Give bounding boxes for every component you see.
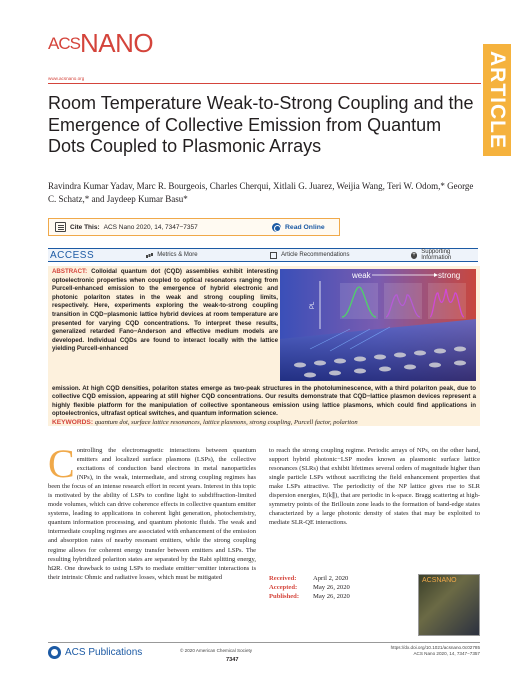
doi-link[interactable]: https://dx.doi.org/10.1021/acsnano.0c02785 — [390, 645, 480, 650]
keywords-list: quantum dot, surface lattice resonances, lattice plasmons, strong coupling, Purcell factor, polariton — [94, 419, 358, 426]
journal-url[interactable]: www.acsnano.org — [48, 76, 85, 81]
logo-name: NANO — [79, 28, 154, 58]
acs-publications-logo[interactable] — [48, 646, 142, 659]
access-label: ACCESS — [50, 249, 95, 261]
intro-paragraph-cont: to reach the strong coupling regime. Periodic arrays of NPs, on the other hand, support hybrid photonic−LSP modes known as plasmonic surface lattice resonances (SLRs) that exhibit lifetimes several orders of magnitude higher than single particle LSPs without sacrificing the field enhancement properties that make LSPs attractive. The periodicity of the NP lattice gives rise to SLR dispersion energies, E(k∥), that are periodic in k-space. Bragg scattering at high-symmetry points of the Brillouin zone leads to the formation of band-edge states characterized by a large photonic density of states that may be exploited to mediate SLR-QE interactions. — [269, 447, 480, 527]
toc-spectra — [340, 283, 466, 319]
accepted-label: Accepted: — [269, 584, 298, 592]
header-divider — [48, 83, 481, 84]
read-online-link[interactable] — [272, 218, 325, 236]
section-tab-label: ARTICLE — [486, 51, 509, 149]
received-row — [269, 574, 409, 583]
keywords-label: KEYWORDS: — [52, 419, 94, 426]
abstract-body-1: Colloidal quantum dot (CQD) assemblies exhibit interesting optoelectronic properties when coupled to optical resonators ranging from Purcell-enhanced emission to the emergence of hybrid electronic and photonic polariton states in the weak and strong coupling limits, respectively. Here, experiments exploring the weak-to-strong coupling transition in CQD−plasmonic lattice hybrid devices at room temperature are presented for varying CQD concentrations. To interpret these results, generalized retarded Fano−Anderson and effective medium models are developed. Individual CQDs are found to interact locally with the lattice yielding Purcell-enhanced — [52, 268, 278, 353]
metrics-label: Metrics & More — [157, 252, 198, 258]
journal-cover-thumbnail[interactable] — [418, 574, 480, 636]
toc-weak-label: weak — [352, 271, 371, 280]
read-online-label: Read Online — [285, 223, 325, 231]
supporting-info-button[interactable] — [411, 249, 478, 261]
footer-citation: ACS Nano 2020, 14, 7347−7357 — [413, 651, 480, 657]
copyright: © 2020 American Chemical Society — [180, 648, 253, 653]
metrics-button[interactable] — [138, 252, 270, 258]
bar-chart-icon — [146, 252, 153, 258]
toc-strong-label: strong — [438, 271, 461, 280]
section-tab — [483, 44, 511, 156]
footer-divider — [48, 642, 480, 643]
citation-text: ACS Nano 2020, 14, 7347−7357 — [103, 223, 198, 231]
citation-icon — [55, 222, 66, 232]
published-label: Published: — [269, 593, 300, 601]
document-icon — [270, 252, 277, 259]
received-label: Received: — [269, 575, 297, 582]
doi-block — [391, 645, 480, 657]
publisher-name: ACS Publications — [65, 647, 143, 658]
abstract-label: ABSTRACT: — [52, 268, 88, 275]
abstract-text-part2: emission. At high CQD densities, polariton states emerge as two-peak structures in the photoluminescence, with a third polariton peak, due to collective CQD emission, appearing at still higher CQD concentrations. Our results demonstrate that CQD−lattice plasmon devices represent a highly flexible platform for the manipulation of collective spontaneous emission using lattice plasmons, which could find applications in optoelectronics, ultrafast optical switches, and quantum information science. — [52, 384, 476, 418]
access-bar — [48, 248, 478, 262]
logo-prefix: ACS — [48, 34, 80, 53]
cite-label: Cite This: — [70, 223, 100, 231]
intro-paragraph: ontrolling the electromagnetic interactions between quantum emitters and localized surface plasmons (LSPs), the collective excitations of conduction band electrons in metal nanoparticles (NPs), in the weak, intermediate, and strong coupling regimes has been the focus of an intense research effort in recent years. Interest in this topic is motivated by the ability of LSPs to confine light to subdiffraction-limited mode volumes, which can drive coherence effects in collective quantum emitter systems, leading to applications in coherent light generation, photochemistry, quantum information processing, and quantum photonic fluids. The weak and intermediate coupling regimes are associated with enhancement of the emission and absorption rates of nearby resonant emitters, while the strong coupling regime allows for coherent energy transfer between emitters and LSPs. The resulting hybridized polariton states are separated by the Rabi splitting energy, ħΩR. One drawback to using LSPs to mediate emitter−emitter interactions is their intrinsic Ohmic and radiative losses, which must be mitigated — [48, 447, 256, 581]
recommendations-button[interactable] — [270, 252, 383, 259]
body-column-left — [48, 441, 256, 582]
keywords — [52, 419, 476, 426]
body-column-right — [269, 446, 480, 527]
toc-graphic — [280, 269, 476, 381]
accepted-row — [269, 583, 409, 592]
recommendations-label: Article Recommendations — [281, 252, 350, 258]
toc-pl-label: PL — [310, 301, 316, 309]
supporting-info-label: Supporting Information — [421, 249, 452, 261]
accepted-date: May 26, 2020 — [313, 584, 350, 592]
cover-title: ACSNANO — [422, 577, 457, 584]
drop-cap: C — [48, 441, 75, 486]
received-date: April 2, 2020 — [313, 575, 349, 582]
article-title: Room Temperature Weak-to-Strong Coupling and the Emergence of Collective Emission from Quantum Dots Coupled to Plasmonic Arrays — [48, 93, 474, 156]
abstract-text-part1 — [52, 268, 278, 354]
page-number: 7347 — [226, 657, 239, 663]
published-row — [269, 592, 409, 601]
publication-dates — [269, 574, 409, 602]
published-date: May 26, 2020 — [313, 593, 350, 601]
acs-logo-icon — [48, 646, 61, 659]
author-list[interactable]: Ravindra Kumar Yadav, Marc R. Bourgeois, Charles Cherqui, Xitlali G. Juarez, Weijia Wang, Teri W. Odom,* George C. Schatz,* and Jaydeep Kumar Basu* — [48, 181, 474, 204]
plus-circle-icon: + — [412, 251, 416, 258]
read-online-icon — [272, 223, 281, 232]
journal-logo[interactable] — [48, 30, 153, 57]
